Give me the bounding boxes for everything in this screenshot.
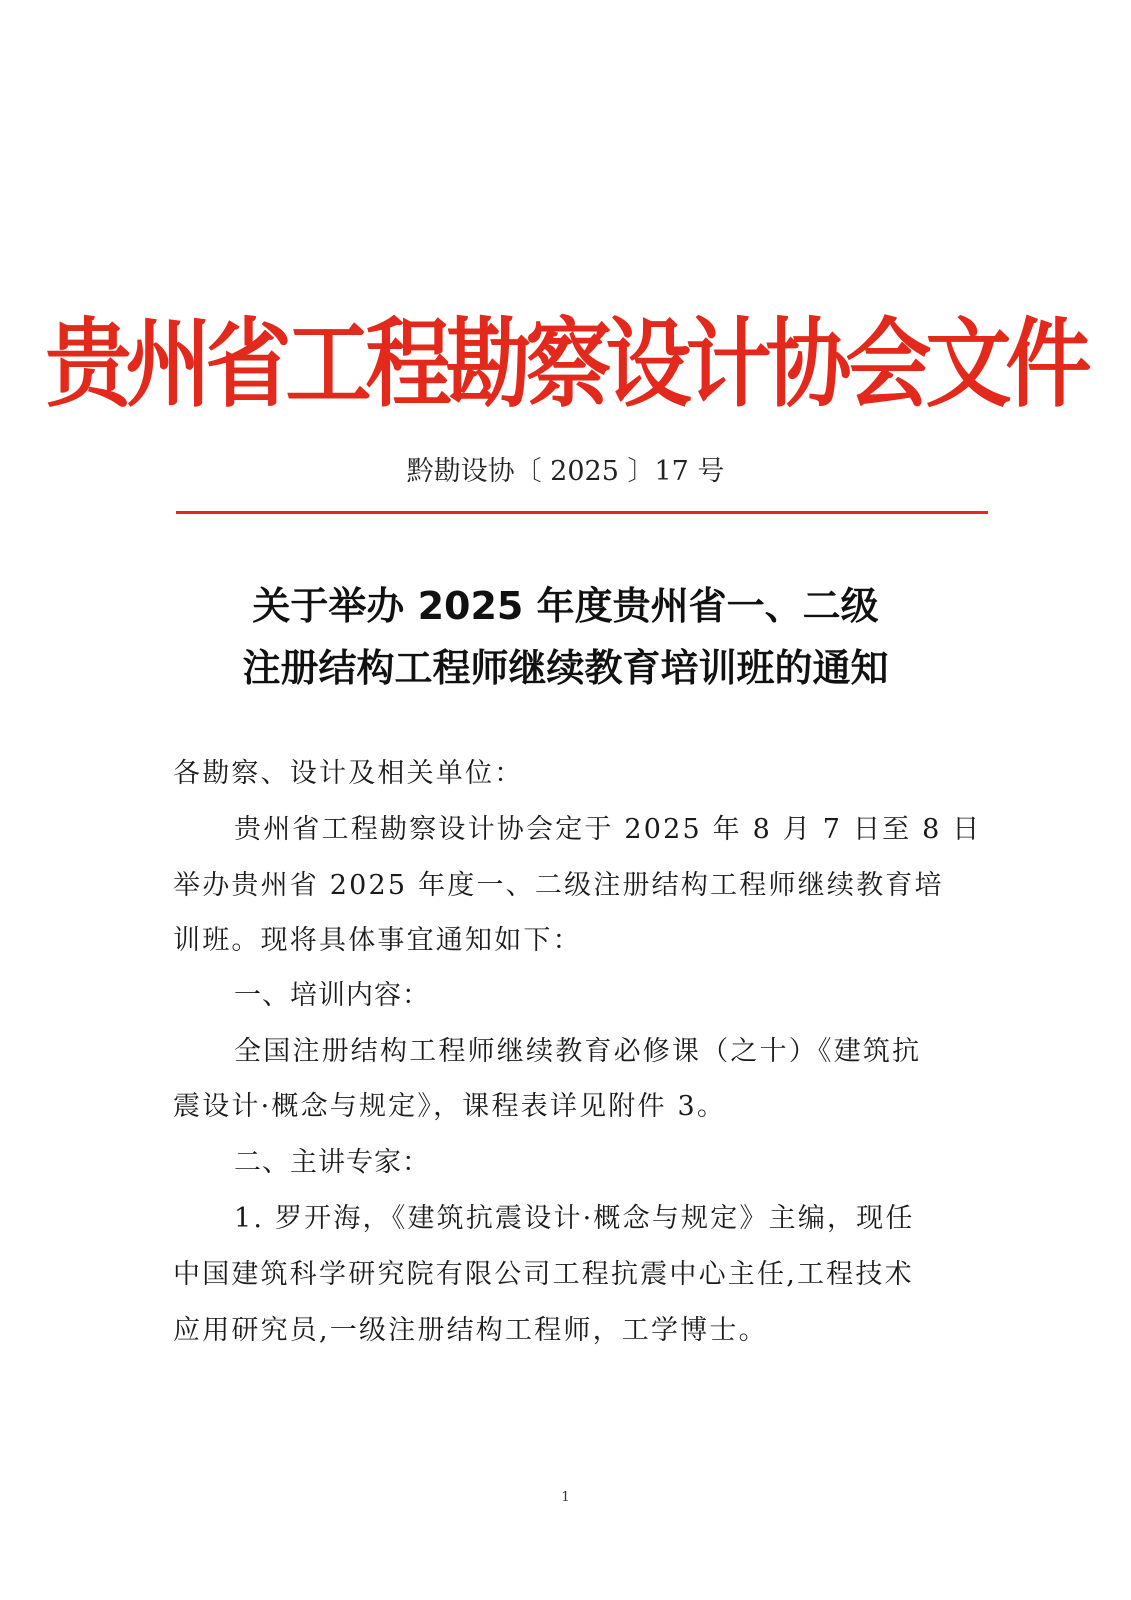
section-2-heading: 二、主讲专家： [234, 1147, 430, 1178]
notice-title-line-1: 关于举办 2025 年度贵州省一、二级 [252, 584, 879, 628]
salutation: 各勘察、设计及相关单位： [173, 758, 524, 789]
intro-line-3: 训班。现将具体事宜通知如下： [173, 925, 582, 956]
page-number: 1 [561, 1490, 570, 1505]
red-divider-rule [176, 511, 988, 514]
section-1-line-1: 全国注册结构工程师继续教育必修课（之十）《建筑抗 [234, 1036, 922, 1067]
section-2-line-3: 应用研究员,一级注册结构工程师，工学博士。 [173, 1315, 768, 1346]
section-2-line-1: 1. 罗开海，《建筑抗震设计·概念与规定》主编，现任 [234, 1203, 915, 1234]
section-1-heading: 一、培训内容： [234, 980, 430, 1011]
intro-line-1: 贵州省工程勘察设计协会定于 2025 年 8 月 7 日至 8 日 [234, 814, 982, 845]
document-number: 黔勘设协〔 2025 〕17 号 [406, 456, 725, 487]
notice-title-line-2: 注册结构工程师继续教育培训班的通知 [242, 646, 889, 690]
section-1-line-2: 震设计·概念与规定》，课程表详见附件 3。 [173, 1091, 727, 1122]
masthead-title: 贵州省工程勘察设计协会文件 [45, 309, 1086, 422]
intro-line-2: 举办贵州省 2025 年度一、二级注册结构工程师继续教育培 [173, 870, 944, 901]
section-2-line-2: 中国建筑科学研究院有限公司工程抗震中心主任,工程技术 [173, 1259, 914, 1290]
